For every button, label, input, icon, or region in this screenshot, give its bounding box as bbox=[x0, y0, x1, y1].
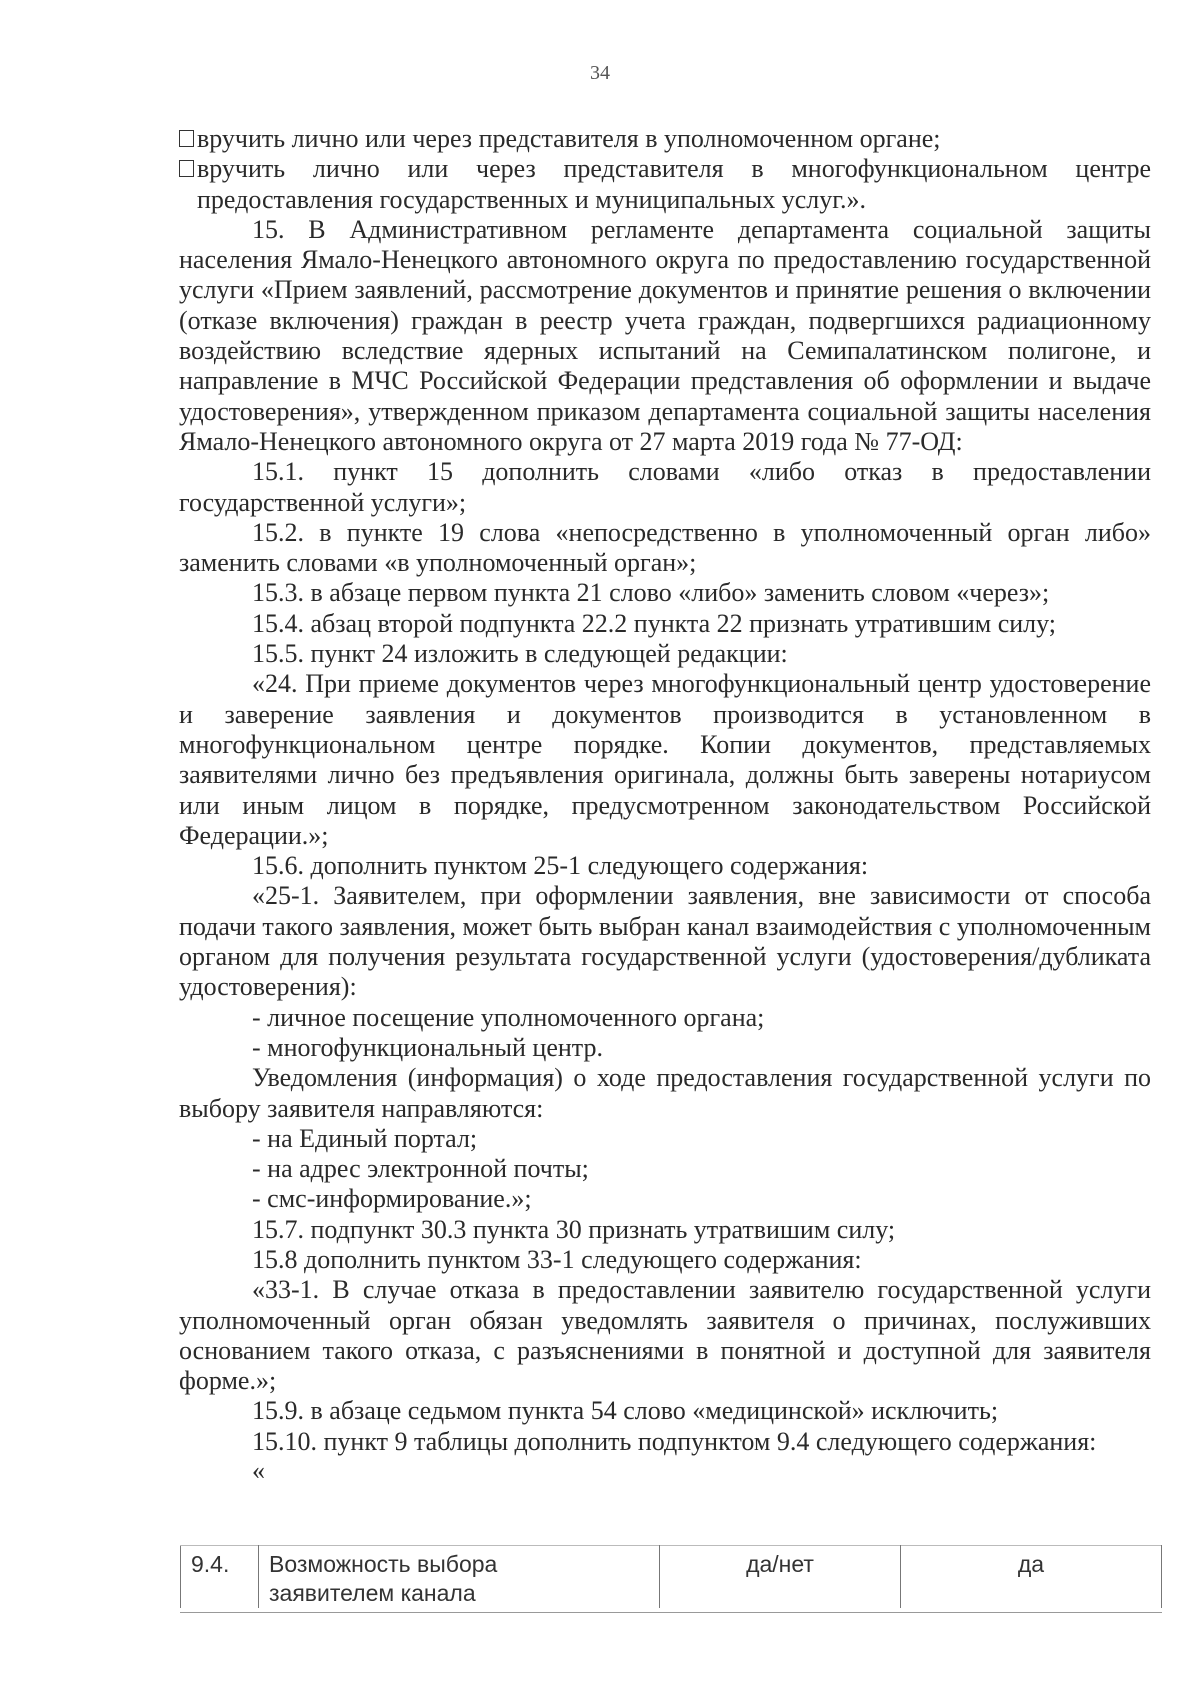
paragraph-15-10: 15.10. пункт 9 таблицы дополнить подпунктом 9.4 следующего содержания: bbox=[252, 1426, 1097, 1456]
bullet-text: вручить лично или через представителя в уполномоченном органе; bbox=[197, 124, 941, 153]
table-cell-value: да bbox=[901, 1546, 1162, 1609]
list-item: - многофункциональный центр. bbox=[252, 1032, 603, 1062]
paragraph-25-1-text: «25-1. Заявителем, при оформлении заявления, вне зависимости от способа подачи такого заявления, может быть выбран канал взаимодействия с уполномоченным органом для получения результата государственной услуги (удостоверения/дубликата удостоверения): bbox=[179, 881, 1151, 1002]
paragraph-15-8: 15.8 дополнить пунктом 33-1 следующего содержания: bbox=[252, 1244, 862, 1274]
description-line: Возможность выбора bbox=[269, 1551, 498, 1577]
inserted-table bbox=[180, 1545, 1162, 1608]
paragraph-15: 15. В Административном регламенте департамента социальной защиты населения Ямало-Ненецкого автономного округа по предоставлению государственной услуги «Прием заявлений, рассмотрение документов и принятие решения о включении (отказе включения) граждан в реестр учета граждан, подвергшихся радиационному воздействию вследствие ядерных испытаний на Семипалатинском полигоне, и направление в МЧС Российской Федерации представления об оформлении и выдаче удостоверения», утвержденном приказом департамента социальной защиты населения Ямало-Ненецкого автономного округа от 27 марта 2019 года № 77-ОД: bbox=[179, 214, 1151, 456]
paragraph-15-6: 15.6. дополнить пунктом 25-1 следующего содержания: bbox=[252, 851, 869, 881]
list-item: - на адрес электронной почты; bbox=[252, 1154, 589, 1184]
paragraph-15-2: 15.2. в пункте 19 слова «непосредственно в уполномоченный орган либо» заменить словами «в уполномоченный орган»; bbox=[179, 517, 1151, 578]
paragraph-15-7: 15.7. подпункт 30.3 пункта 30 признать утратвишим силу; bbox=[252, 1214, 896, 1244]
list-item: - смс-информирование.»; bbox=[252, 1184, 532, 1214]
bullet-item bbox=[179, 154, 1151, 215]
paragraph-15-1: 15.1. пункт 15 дополнить словами «либо отказ в предоставлении государственной услуги»; bbox=[179, 457, 1151, 517]
paragraph-15-4: 15.4. абзац второй подпункта 22.2 пункта 22 признать утратившим силу; bbox=[252, 608, 1057, 638]
bullet-item bbox=[179, 124, 1151, 154]
list-item: - личное посещение уполномоченного органа; bbox=[252, 1002, 765, 1032]
page-number: 34 bbox=[590, 62, 610, 84]
quote-open-mark: « bbox=[252, 1456, 265, 1486]
paragraph-notifications: Уведомления (информация) о ходе предоставления государственной услуги по выбору заявителя направляются: bbox=[179, 1063, 1151, 1123]
paragraph-15-5: 15.5. пункт 24 изложить в следующей редакции: bbox=[252, 639, 788, 669]
bullet-text: вручить лично или через представителя в многофункциональном центре предоставления государственных и муниципальных услуг.». bbox=[197, 154, 1151, 214]
checkbox-bullet-icon bbox=[179, 130, 194, 147]
description-line: заявителем канала bbox=[269, 1580, 476, 1606]
table-bottom-border bbox=[180, 1612, 1162, 1613]
table-row bbox=[181, 1546, 1162, 1609]
paragraph-15-3: 15.3. в абзаце первом пункта 21 слово «либо» заменить словом «через»; bbox=[252, 578, 1050, 608]
table-cell-description bbox=[259, 1546, 660, 1609]
checkbox-bullet-icon bbox=[179, 160, 194, 177]
paragraph-24-text: «24. При приеме документов через многофункциональный центр удостоверение и заверение заявления и документов производится в установленном в многофункциональном центре порядке. Копии документов, представляемых заявителями лично без предъявления оригинала, должны быть заверены нотариусом или иным лицом в порядке, предусмотренном законодательством Российской Федерации.»; bbox=[179, 669, 1151, 850]
document-body bbox=[179, 124, 1151, 1486]
table-cell-number: 9.4. bbox=[181, 1546, 259, 1609]
paragraph-15-9: 15.9. в абзаце седьмом пункта 54 слово «медицинской» исключить; bbox=[252, 1396, 999, 1426]
list-item: - на Единый портал; bbox=[252, 1123, 478, 1153]
table-cell-options: да/нет bbox=[660, 1546, 901, 1609]
paragraph-33-1-text: «33-1. В случае отказа в предоставлении заявителю государственной услуги уполномоченный орган обязан уведомлять заявителя о причинах, послуживших основанием такого отказа, с разъяснениями в понятной и доступной для заявителя форме.»; bbox=[179, 1275, 1151, 1396]
